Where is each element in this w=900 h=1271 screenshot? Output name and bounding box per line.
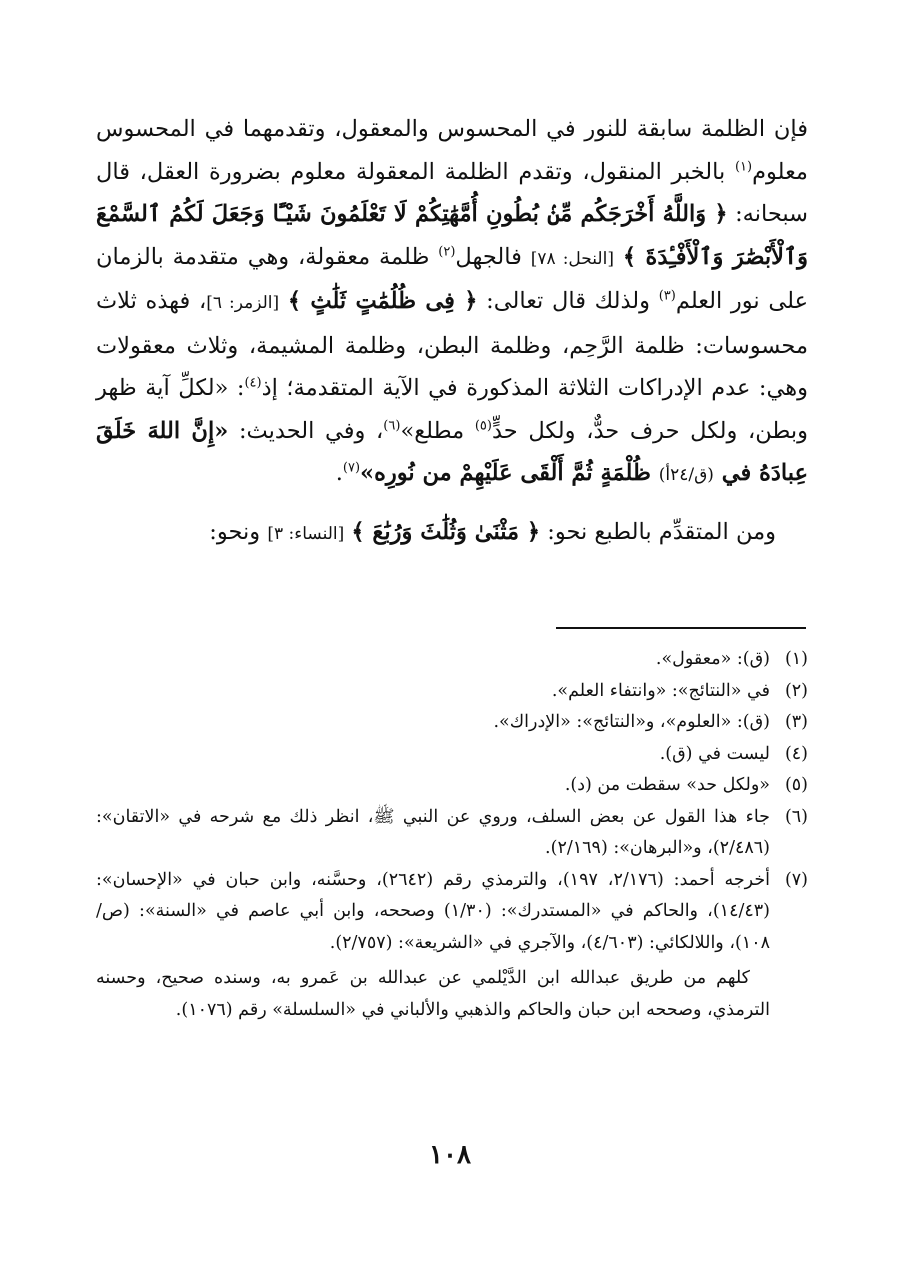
main-text xyxy=(96,108,808,555)
footnote-continuation: كلهم من طريق عبدالله ابن الدَّيْلمي عن عبدالله بن عَمرو به، وسنده صحيح، وحسنه الترمذي، وصححه ابن حبان والحاكم والذهبي والألباني في «السلسلة» رقم (١٠٧٦). xyxy=(96,968,770,1020)
paragraph-1 xyxy=(96,108,808,497)
text-run: ومن المتقدِّم بالطبع نحو: xyxy=(540,518,776,545)
footnote-ref[interactable]: (٣) xyxy=(658,288,676,304)
footnote-number: (٥) xyxy=(784,775,808,795)
text-run: ، وفي الحديث: xyxy=(228,417,384,444)
footnote-number: (٤) xyxy=(784,743,808,764)
footnote-7 xyxy=(96,865,808,1027)
footnote-text: «ولكل حد» سقطت من (د). xyxy=(564,775,770,795)
footnote-5 xyxy=(96,770,808,802)
text-run: مطلع» xyxy=(400,417,475,444)
footnote-2 xyxy=(96,676,808,708)
footnote-ref[interactable]: (١) xyxy=(734,159,753,174)
footnote-4 xyxy=(96,739,808,771)
footnote-ref[interactable]: (٥) xyxy=(474,418,492,433)
text-run: ولذلك قال تعالى: xyxy=(477,288,659,314)
text-run: ونحو: xyxy=(209,518,268,545)
footnote-text: ليست في (ق). xyxy=(659,743,770,764)
page-number: ١٠٨ xyxy=(429,1140,471,1170)
footnote-3 xyxy=(96,707,808,739)
footnote-number: (٧) xyxy=(784,869,808,890)
space xyxy=(279,288,288,314)
footnote-ref[interactable]: (٧) xyxy=(342,460,361,476)
hadith-quote: ظُلْمَةٍ ثُمَّ أَلْقَى عَلَيْهِمْ من نُورِه» xyxy=(360,460,659,486)
footnote-text: (ق): «معقول». xyxy=(655,649,770,669)
quran-verse: ﴿ فِى ظُلُمَٰتٍ ثَلَٰثٍ ﴾ xyxy=(287,288,478,314)
text-run: ، فهذه ثلاث محسوسات: ظلمة الرَّحِم، وظلمة البطن، وظلمة المشيمة، وثلاث معقولات وهي: عدم الإدراكات الثلاثة المذكورة في الآية المتقدمة؛ إذ xyxy=(96,288,808,401)
footnote-text: (ق): «العلوم»، و«النتائج»: «الإدراك». xyxy=(493,712,770,732)
hadith-quote: «إِنَّ اللهَ خَلَقَ عِبادَهُ في xyxy=(96,417,808,486)
footnote-ref[interactable]: (٦) xyxy=(383,418,401,433)
footnote-text: أخرجه أحمد: (٢/١٧٦، ١٩٧)، والترمذي رقم (٢٦٤٢)، وحسَّنه، وابن حبان في «الإحسان»: (١٤/٤٣)، والحاكم في «المستدرك»: (١/٣٠) وصححه، وابن أبي عاصم في «السنة»: (ص/١٠٨)، واللالكائي: (٤/٦٠٣)، والآجري في «الشريعة»: (٢/٧٥٧). xyxy=(96,869,770,953)
footnote-text-block xyxy=(96,865,770,1027)
footnote-number: (٣) xyxy=(784,712,808,732)
verse-reference: [الزمر: ٦] xyxy=(206,293,280,313)
quran-verse: ﴿ وَاللَّهُ أَخْرَجَكُم مِّنۢ بُطُونِ أُمَّهَٰتِكُمْ لَا تَعْلَمُونَ شَيْـًٔا وَجَعَلَ لَكُمُ ٱلسَّمْعَ وَٱلْأَبْصَٰرَ وَٱلْأَفْـِٔدَةَ ﴾ xyxy=(96,201,808,270)
footnote-ref[interactable]: (٢) xyxy=(438,244,456,259)
quran-verse: ﴿ مَثْنَىٰ وَثُلَٰثَ وَرُبَٰعَ ﴾ xyxy=(351,518,541,545)
footnote-6 xyxy=(96,802,808,865)
verse-reference: [النحل: ٧٨] xyxy=(530,248,614,269)
manuscript-reference: (ق/٢٤أ) xyxy=(658,465,714,485)
footnote-ref[interactable]: (٤) xyxy=(244,375,262,391)
footnote-number: (٦) xyxy=(784,806,808,827)
footnote-separator xyxy=(556,627,806,629)
verse-reference: [النساء: ٣] xyxy=(267,523,345,544)
footnote-text: في «النتائج»: «وانتفاء العلم». xyxy=(551,680,770,701)
paragraph-2 xyxy=(96,511,808,556)
text-run: . xyxy=(335,460,343,486)
text-run: بالخبر المنقول، وتقدم الظلمة المعقولة معلوم بضرورة العقل، قال سبحانه: xyxy=(96,158,808,227)
space xyxy=(614,244,623,270)
footnote-number: (١) xyxy=(784,649,808,669)
footnote-number: (٢) xyxy=(784,680,808,701)
text-run: ظلمة معقولة، وهي متقدمة بالزمان على نور العلم xyxy=(96,243,808,314)
footnote-1 xyxy=(96,644,808,676)
text-run: : «لكلِّ آية ظهر وبطن، ولكل حرف حدٌّ، ولكل حدٍّ xyxy=(96,375,808,444)
footnote-text: جاء هذا القول عن بعض السلف، وروي عن النبي ﷺ، انظر ذلك مع شرحه في «الاتقان»: (٢/٤٨٦)، و«البرهان»: (٢/١٦٩). xyxy=(96,806,770,858)
footnotes-list xyxy=(96,644,808,1026)
text-run: فالجهل xyxy=(455,243,531,270)
text-run: فإن الظلمة سابقة للنور في المحسوس والمعقول، وتقدمهما في المحسوس معلوم xyxy=(96,116,808,185)
